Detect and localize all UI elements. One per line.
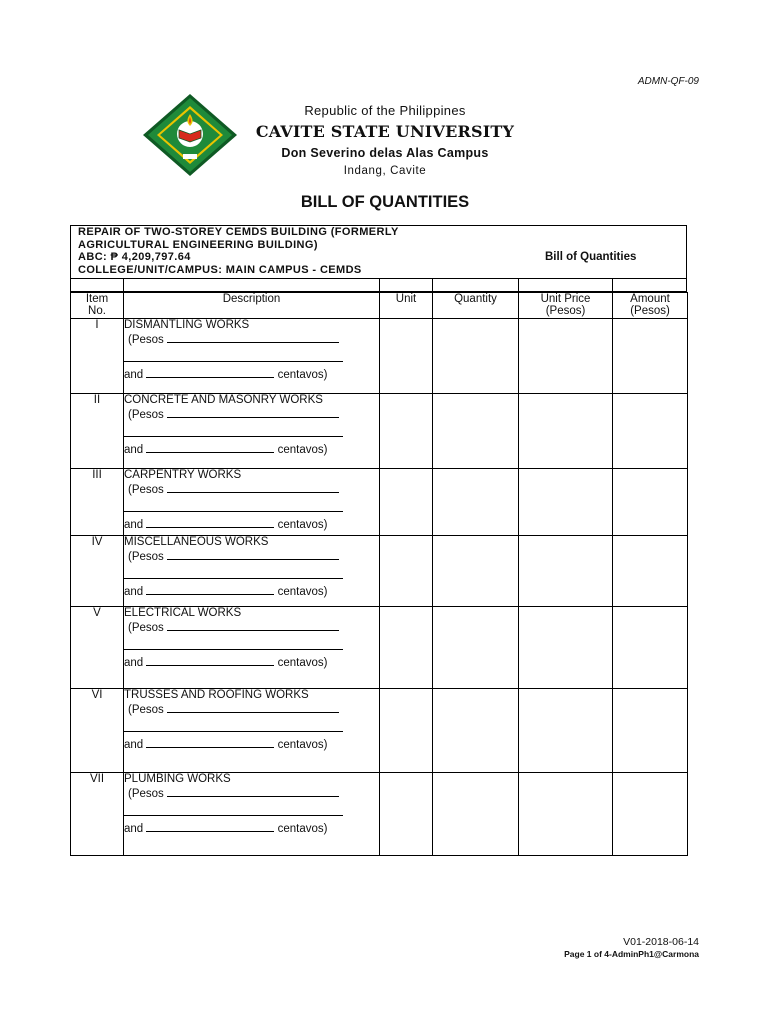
amount-in-words-line [124, 497, 343, 512]
project-info [78, 226, 478, 276]
amount-cell[interactable] [613, 607, 688, 689]
work-title: TRUSSES AND ROOFING WORKS [124, 689, 309, 701]
unit-price-cell[interactable] [519, 319, 613, 394]
amount-in-words-line [124, 564, 343, 579]
col-quantity: Quantity [433, 293, 519, 319]
item-description [124, 689, 380, 773]
unit-price-cell[interactable] [519, 469, 613, 536]
amount-in-words-line [124, 347, 343, 362]
unit-price-cell[interactable] [519, 689, 613, 773]
col-unit-price: Unit Price (Pesos) [519, 293, 613, 319]
unit-price-cell[interactable] [519, 394, 613, 469]
amount-in-words-line [124, 717, 343, 732]
item-description [124, 394, 380, 469]
col-item-no: Item No. [71, 293, 124, 319]
work-title: CARPENTRY WORKS [124, 469, 242, 481]
university-seal-logo [141, 92, 239, 178]
work-title: PLUMBING WORKS [124, 773, 231, 785]
page-footer [564, 936, 699, 959]
spacer-row [70, 278, 687, 292]
pesos-line: (Pesos [124, 482, 379, 497]
table-header-row [71, 293, 688, 319]
project-title-line-2: AGRICULTURAL ENGINEERING BUILDING) [78, 238, 318, 251]
item-number: IV [71, 536, 124, 607]
pesos-line: (Pesos [124, 549, 379, 564]
col-amount: Amount (Pesos) [613, 293, 688, 319]
table-row [71, 469, 688, 536]
item-number: V [71, 607, 124, 689]
quantity-cell[interactable] [433, 689, 519, 773]
quantity-cell[interactable] [433, 773, 519, 856]
university-name: CAVITE STATE UNIVERSITY [255, 122, 515, 141]
amount-cell[interactable] [613, 689, 688, 773]
table-row [71, 536, 688, 607]
unit-cell[interactable] [380, 773, 433, 856]
unit-cell[interactable] [380, 689, 433, 773]
project-title-line-1: REPAIR OF TWO-STOREY CEMDS BUILDING (FORMERLY [78, 226, 399, 238]
centavos-line: and centavos) [124, 444, 328, 456]
item-description [124, 319, 380, 394]
pesos-line: (Pesos [124, 407, 379, 422]
unit-cell[interactable] [380, 394, 433, 469]
unit-cell[interactable] [380, 536, 433, 607]
quantity-cell[interactable] [433, 469, 519, 536]
item-number: III [71, 469, 124, 536]
pesos-line: (Pesos [124, 620, 379, 635]
unit-cell[interactable] [380, 607, 433, 689]
pesos-line: (Pesos [124, 332, 379, 347]
col-unit: Unit [380, 293, 433, 319]
amount-in-words-line [124, 801, 343, 816]
centavos-line: and centavos) [124, 739, 328, 751]
centavos-line: and centavos) [124, 823, 328, 835]
col-description: Description [124, 293, 380, 319]
bill-of-quantities-table [70, 292, 688, 856]
table-row [71, 319, 688, 394]
unit-cell[interactable] [380, 469, 433, 536]
quantity-cell[interactable] [433, 394, 519, 469]
campus-name: Don Severino delas Alas Campus [281, 146, 489, 160]
centavos-line: and centavos) [124, 586, 328, 598]
quantity-cell[interactable] [433, 319, 519, 394]
abc-amount: ABC: ₱ 4,209,797.64 [78, 251, 191, 263]
table-row [71, 607, 688, 689]
document-title: BILL OF QUANTITIES [300, 193, 470, 211]
item-description [124, 773, 380, 856]
table-row [71, 689, 688, 773]
project-header-box [70, 225, 687, 279]
republic-line: Republic of the Philippines [304, 103, 466, 118]
item-description [124, 536, 380, 607]
amount-cell[interactable] [613, 394, 688, 469]
table-row [71, 394, 688, 469]
centavos-line: and centavos) [124, 657, 328, 669]
version-code: V01-2018-06-14 [623, 936, 699, 948]
form-code: ADMN-QF-09 [637, 76, 699, 87]
pesos-line: (Pesos [124, 786, 379, 801]
page-number: Page 1 of 4-AdminPh1@Carmona [564, 949, 699, 959]
unit-price-cell[interactable] [519, 536, 613, 607]
work-title: ELECTRICAL WORKS [124, 607, 242, 619]
item-number: VI [71, 689, 124, 773]
amount-cell[interactable] [613, 536, 688, 607]
centavos-line: and centavos) [124, 369, 328, 381]
quantity-cell[interactable] [433, 536, 519, 607]
item-number: VII [71, 773, 124, 856]
campus-location: Indang, Cavite [343, 165, 427, 177]
unit-price-cell[interactable] [519, 773, 613, 856]
amount-cell[interactable] [613, 773, 688, 856]
quantity-cell[interactable] [433, 607, 519, 689]
college-unit-campus: COLLEGE/UNIT/CAMPUS: MAIN CAMPUS - CEMDS [78, 263, 362, 276]
work-title: CONCRETE AND MASONRY WORKS [124, 394, 323, 406]
amount-in-words-line [124, 422, 343, 437]
amount-cell[interactable] [613, 469, 688, 536]
unit-cell[interactable] [380, 319, 433, 394]
amount-cell[interactable] [613, 319, 688, 394]
letterhead [230, 103, 540, 177]
work-title: MISCELLANEOUS WORKS [124, 536, 269, 548]
bill-of-quantities-label: Bill of Quantities [545, 251, 637, 263]
item-number: II [71, 394, 124, 469]
item-description [124, 607, 380, 689]
amount-in-words-line [124, 635, 343, 650]
centavos-line: and centavos) [124, 519, 328, 531]
unit-price-cell[interactable] [519, 607, 613, 689]
work-title: DISMANTLING WORKS [124, 319, 250, 331]
pesos-line: (Pesos [124, 702, 379, 717]
table-row [71, 773, 688, 856]
item-number: I [71, 319, 124, 394]
item-description [124, 469, 380, 536]
